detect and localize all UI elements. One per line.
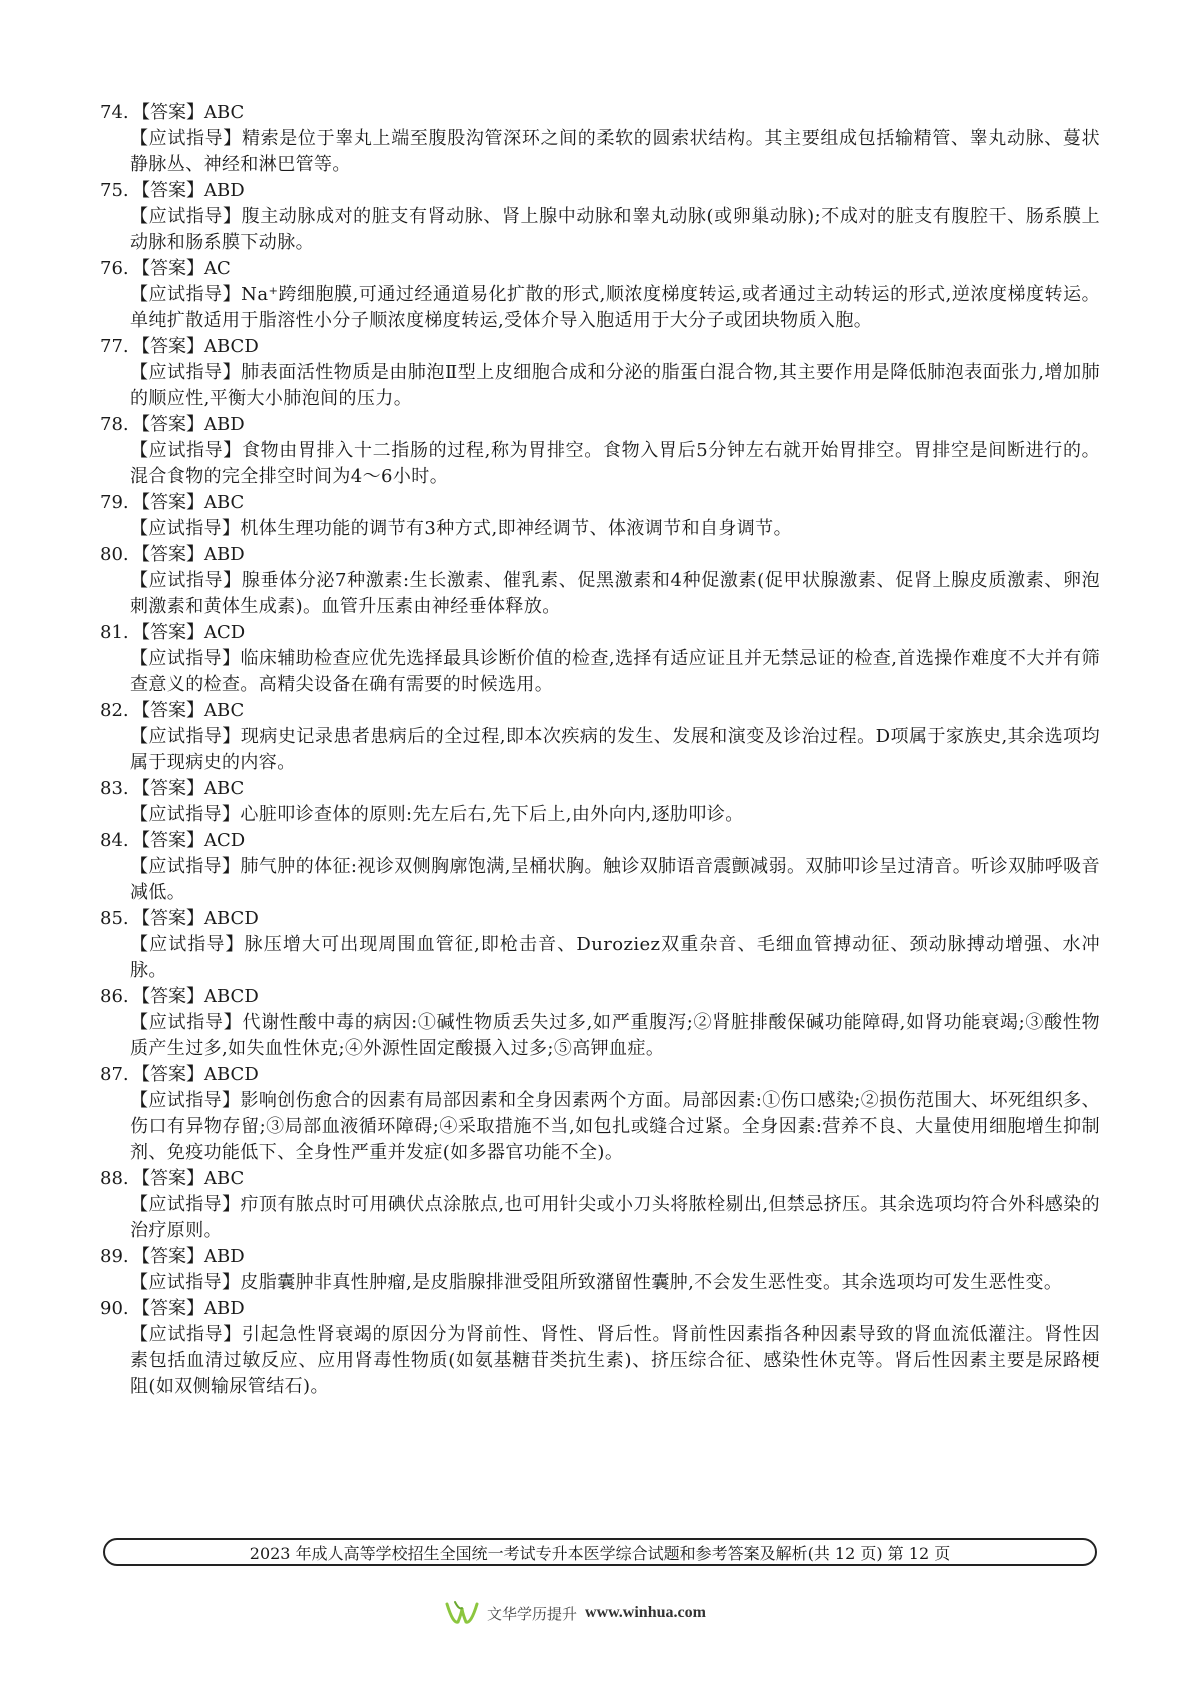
answer-line bbox=[100, 412, 1100, 438]
guide-label: 【应试指导】 bbox=[130, 1272, 241, 1293]
guide-text bbox=[100, 204, 1100, 256]
guide-label: 【应试指导】 bbox=[130, 804, 241, 825]
guide-text bbox=[100, 1192, 1100, 1244]
guide-body: 临床辅助检查应优先选择最具诊断价值的检查,选择有适应证且并无禁忌证的检查,首选操作难度不大并有筛查意义的检查。高精尖设备在确有需要的时候选用。 bbox=[130, 648, 1100, 695]
guide-text bbox=[100, 568, 1100, 620]
question-number: 74. bbox=[100, 102, 129, 123]
answer-item bbox=[100, 1296, 1100, 1400]
answer-item bbox=[100, 828, 1100, 906]
answer-label: 【答案】 bbox=[132, 1168, 204, 1189]
answer-line bbox=[100, 828, 1100, 854]
answer-line bbox=[100, 490, 1100, 516]
answer-line bbox=[100, 984, 1100, 1010]
answer-line bbox=[100, 698, 1100, 724]
question-number: 87. bbox=[100, 1064, 129, 1085]
guide-label: 【应试指导】 bbox=[130, 570, 242, 591]
answer-value: ABD bbox=[204, 1246, 245, 1267]
answer-item bbox=[100, 178, 1100, 256]
question-number: 88. bbox=[100, 1168, 129, 1189]
answer-label: 【答案】 bbox=[132, 544, 204, 565]
guide-label: 【应试指导】 bbox=[130, 726, 241, 747]
question-number: 80. bbox=[100, 544, 129, 565]
answer-item bbox=[100, 490, 1100, 542]
guide-label: 【应试指导】 bbox=[130, 1194, 241, 1215]
guide-body: 心脏叩诊查体的原则:先左后右,先下后上,由外向内,逐肋叩诊。 bbox=[240, 804, 744, 825]
guide-label: 【应试指导】 bbox=[130, 648, 241, 669]
guide-label: 【应试指导】 bbox=[130, 934, 245, 955]
guide-body: 脉压增大可出现周围血管征,即枪击音、Duroziez双重杂音、毛细血管搏动征、颈动脉搏动增强、水冲脉。 bbox=[130, 934, 1100, 981]
answer-line bbox=[100, 100, 1100, 126]
question-number: 84. bbox=[100, 830, 129, 851]
guide-label: 【应试指导】 bbox=[130, 518, 241, 539]
guide-label: 【应试指导】 bbox=[130, 284, 242, 305]
answer-line bbox=[100, 1062, 1100, 1088]
guide-text bbox=[100, 802, 1100, 828]
guide-text bbox=[100, 932, 1100, 984]
answer-item bbox=[100, 776, 1100, 828]
answer-item bbox=[100, 620, 1100, 698]
guide-text bbox=[100, 646, 1100, 698]
answer-value: ABCD bbox=[204, 336, 259, 357]
guide-body: Na⁺跨细胞膜,可通过经通道易化扩散的形式,顺浓度梯度转运,或者通过主动转运的形式,逆浓度梯度转运。单纯扩散适用于脂溶性小分子顺浓度梯度转运,受体介导入胞适用于大分子或团块物质入胞。 bbox=[130, 284, 1100, 331]
guide-text bbox=[100, 1088, 1100, 1166]
guide-body: 影响创伤愈合的因素有局部因素和全身因素两个方面。局部因素:①伤口感染;②损伤范围大、坏死组织多、伤口有异物存留;③局部血液循环障碍;④采取措施不当,如包扎或缝合过紧。全身因素:营养不良、大量使用细胞增生抑制剂、免疫功能低下、全身性严重并发症(如多器官功能不全)。 bbox=[130, 1090, 1100, 1163]
footer-text: 2023 年成人高等学校招生全国统一考试专升本医学综合试题和参考答案及解析(共 12 页) 第 12 页 bbox=[249, 1543, 951, 1563]
answer-item bbox=[100, 984, 1100, 1062]
answer-line bbox=[100, 1166, 1100, 1192]
answer-label: 【答案】 bbox=[132, 778, 204, 799]
guide-label: 【应试指导】 bbox=[130, 1090, 241, 1111]
question-number: 86. bbox=[100, 986, 129, 1007]
winhua-logo-icon bbox=[445, 1598, 479, 1628]
question-number: 79. bbox=[100, 492, 129, 513]
guide-label: 【应试指导】 bbox=[130, 856, 241, 877]
guide-text bbox=[100, 1322, 1100, 1400]
question-number: 76. bbox=[100, 258, 129, 279]
answer-label: 【答案】 bbox=[132, 830, 204, 851]
guide-text bbox=[100, 360, 1100, 412]
guide-body: 腹主动脉成对的脏支有肾动脉、肾上腺中动脉和睾丸动脉(或卵巢动脉);不成对的脏支有腹腔干、肠系膜上动脉和肠系膜下动脉。 bbox=[130, 206, 1100, 253]
answer-label: 【答案】 bbox=[132, 622, 204, 643]
question-number: 83. bbox=[100, 778, 129, 799]
page-footer bbox=[103, 1538, 1097, 1566]
answer-label: 【答案】 bbox=[132, 1064, 204, 1085]
answer-line bbox=[100, 256, 1100, 282]
answer-item bbox=[100, 542, 1100, 620]
guide-body: 引起急性肾衰竭的原因分为肾前性、肾性、肾后性。肾前性因素指各种因素导致的肾血流低灌注。肾性因素包括血清过敏反应、应用肾毒性物质(如氨基糖苷类抗生素)、挤压综合征、感染性休克等。肾后性因素主要是尿路梗阻(如双侧输尿管结石)。 bbox=[130, 1324, 1100, 1397]
answer-item bbox=[100, 1062, 1100, 1166]
answer-value: ABC bbox=[204, 700, 245, 721]
answer-item bbox=[100, 1244, 1100, 1296]
answer-line bbox=[100, 1296, 1100, 1322]
answer-value: AC bbox=[204, 258, 231, 279]
question-number: 85. bbox=[100, 908, 129, 929]
guide-label: 【应试指导】 bbox=[130, 128, 242, 149]
guide-label: 【应试指导】 bbox=[130, 1324, 242, 1345]
guide-text bbox=[100, 854, 1100, 906]
answer-value: ABD bbox=[204, 544, 245, 565]
guide-text bbox=[100, 724, 1100, 776]
watermark-logo bbox=[445, 1598, 706, 1628]
guide-body: 皮脂囊肿非真性肿瘤,是皮脂腺排泄受阻所致潴留性囊肿,不会发生恶性变。其余选项均可发生恶性变。 bbox=[240, 1272, 1063, 1293]
guide-text bbox=[100, 282, 1100, 334]
answer-item bbox=[100, 100, 1100, 178]
answer-label: 【答案】 bbox=[132, 258, 204, 279]
watermark-url: www.winhua.com bbox=[585, 1604, 706, 1621]
question-number: 75. bbox=[100, 180, 129, 201]
answer-line bbox=[100, 906, 1100, 932]
answer-item bbox=[100, 906, 1100, 984]
answer-value: ABC bbox=[204, 102, 245, 123]
answer-line bbox=[100, 178, 1100, 204]
guide-body: 食物由胃排入十二指肠的过程,称为胃排空。食物入胃后5分钟左右就开始胃排空。胃排空是间断进行的。混合食物的完全排空时间为4～6小时。 bbox=[130, 440, 1101, 487]
answer-line bbox=[100, 776, 1100, 802]
guide-label: 【应试指导】 bbox=[130, 1012, 243, 1033]
guide-text bbox=[100, 126, 1100, 178]
answer-line bbox=[100, 542, 1100, 568]
guide-body: 现病史记录患者患病后的全过程,即本次疾病的发生、发展和演变及诊治过程。D项属于家族史,其余选项均属于现病史的内容。 bbox=[130, 726, 1100, 773]
question-number: 78. bbox=[100, 414, 129, 435]
answer-item bbox=[100, 1166, 1100, 1244]
guide-label: 【应试指导】 bbox=[130, 440, 242, 461]
guide-body: 肺表面活性物质是由肺泡Ⅱ型上皮细胞合成和分泌的脂蛋白混合物,其主要作用是降低肺泡表面张力,增加肺的顺应性,平衡大小肺泡间的压力。 bbox=[130, 362, 1101, 409]
guide-body: 机体生理功能的调节有3种方式,即神经调节、体液调节和自身调节。 bbox=[240, 518, 792, 539]
answer-value: ABC bbox=[204, 778, 245, 799]
answer-value: ABC bbox=[204, 492, 245, 513]
guide-text bbox=[100, 1270, 1100, 1296]
answer-label: 【答案】 bbox=[132, 986, 204, 1007]
answer-value: ABD bbox=[204, 414, 245, 435]
question-number: 90. bbox=[100, 1298, 129, 1319]
answer-label: 【答案】 bbox=[132, 180, 204, 201]
answer-value: ABCD bbox=[204, 1064, 259, 1085]
answer-label: 【答案】 bbox=[132, 414, 204, 435]
guide-label: 【应试指导】 bbox=[130, 206, 242, 227]
watermark-brand: 文华学历提升 bbox=[487, 1604, 578, 1623]
answer-value: ABC bbox=[204, 1168, 245, 1189]
question-number: 89. bbox=[100, 1246, 129, 1267]
answer-item bbox=[100, 698, 1100, 776]
answer-label: 【答案】 bbox=[132, 700, 204, 721]
answer-label: 【答案】 bbox=[132, 336, 204, 357]
question-number: 82. bbox=[100, 700, 129, 721]
answer-item bbox=[100, 256, 1100, 334]
answer-line bbox=[100, 1244, 1100, 1270]
guide-label: 【应试指导】 bbox=[130, 362, 242, 383]
answer-value: ABD bbox=[204, 1298, 245, 1319]
answer-value: ABCD bbox=[204, 986, 259, 1007]
question-number: 81. bbox=[100, 622, 129, 643]
answer-label: 【答案】 bbox=[132, 102, 204, 123]
answer-value: ABD bbox=[204, 180, 245, 201]
answer-item bbox=[100, 412, 1100, 490]
answer-value: ACD bbox=[204, 622, 246, 643]
answer-label: 【答案】 bbox=[132, 1298, 204, 1319]
answer-list bbox=[100, 100, 1100, 1400]
answer-value: ABCD bbox=[204, 908, 259, 929]
guide-body: 腺垂体分泌7种激素:生长激素、催乳素、促黑激素和4种促激素(促甲状腺激素、促肾上腺皮质激素、卵泡刺激素和黄体生成素)。血管升压素由神经垂体释放。 bbox=[130, 570, 1101, 617]
guide-body: 精索是位于睾丸上端至腹股沟管深环之间的柔软的圆索状结构。其主要组成包括输精管、睾丸动脉、蔓状静脉丛、神经和淋巴管等。 bbox=[130, 128, 1100, 175]
question-number: 77. bbox=[100, 336, 129, 357]
answer-line bbox=[100, 620, 1100, 646]
guide-text bbox=[100, 516, 1100, 542]
guide-body: 肺气肿的体征:视诊双侧胸廓饱满,呈桶状胸。触诊双肺语音震颤减弱。双肺叩诊呈过清音。听诊双肺呼吸音减低。 bbox=[130, 856, 1100, 903]
answer-label: 【答案】 bbox=[132, 1246, 204, 1267]
guide-body: 代谢性酸中毒的病因:①碱性物质丢失过多,如严重腹泻;②肾脏排酸保碱功能障碍,如肾功能衰竭;③酸性物质产生过多,如失血性休克;④外源性固定酸摄入过多;⑤高钾血症。 bbox=[130, 1012, 1101, 1059]
answer-item bbox=[100, 334, 1100, 412]
guide-body: 疖顶有脓点时可用碘伏点涂脓点,也可用针尖或小刀头将脓栓剔出,但禁忌挤压。其余选项均符合外科感染的治疗原则。 bbox=[130, 1194, 1100, 1241]
answer-value: ACD bbox=[204, 830, 246, 851]
guide-text bbox=[100, 438, 1100, 490]
answer-label: 【答案】 bbox=[132, 908, 204, 929]
answer-label: 【答案】 bbox=[132, 492, 204, 513]
guide-text bbox=[100, 1010, 1100, 1062]
answer-line bbox=[100, 334, 1100, 360]
